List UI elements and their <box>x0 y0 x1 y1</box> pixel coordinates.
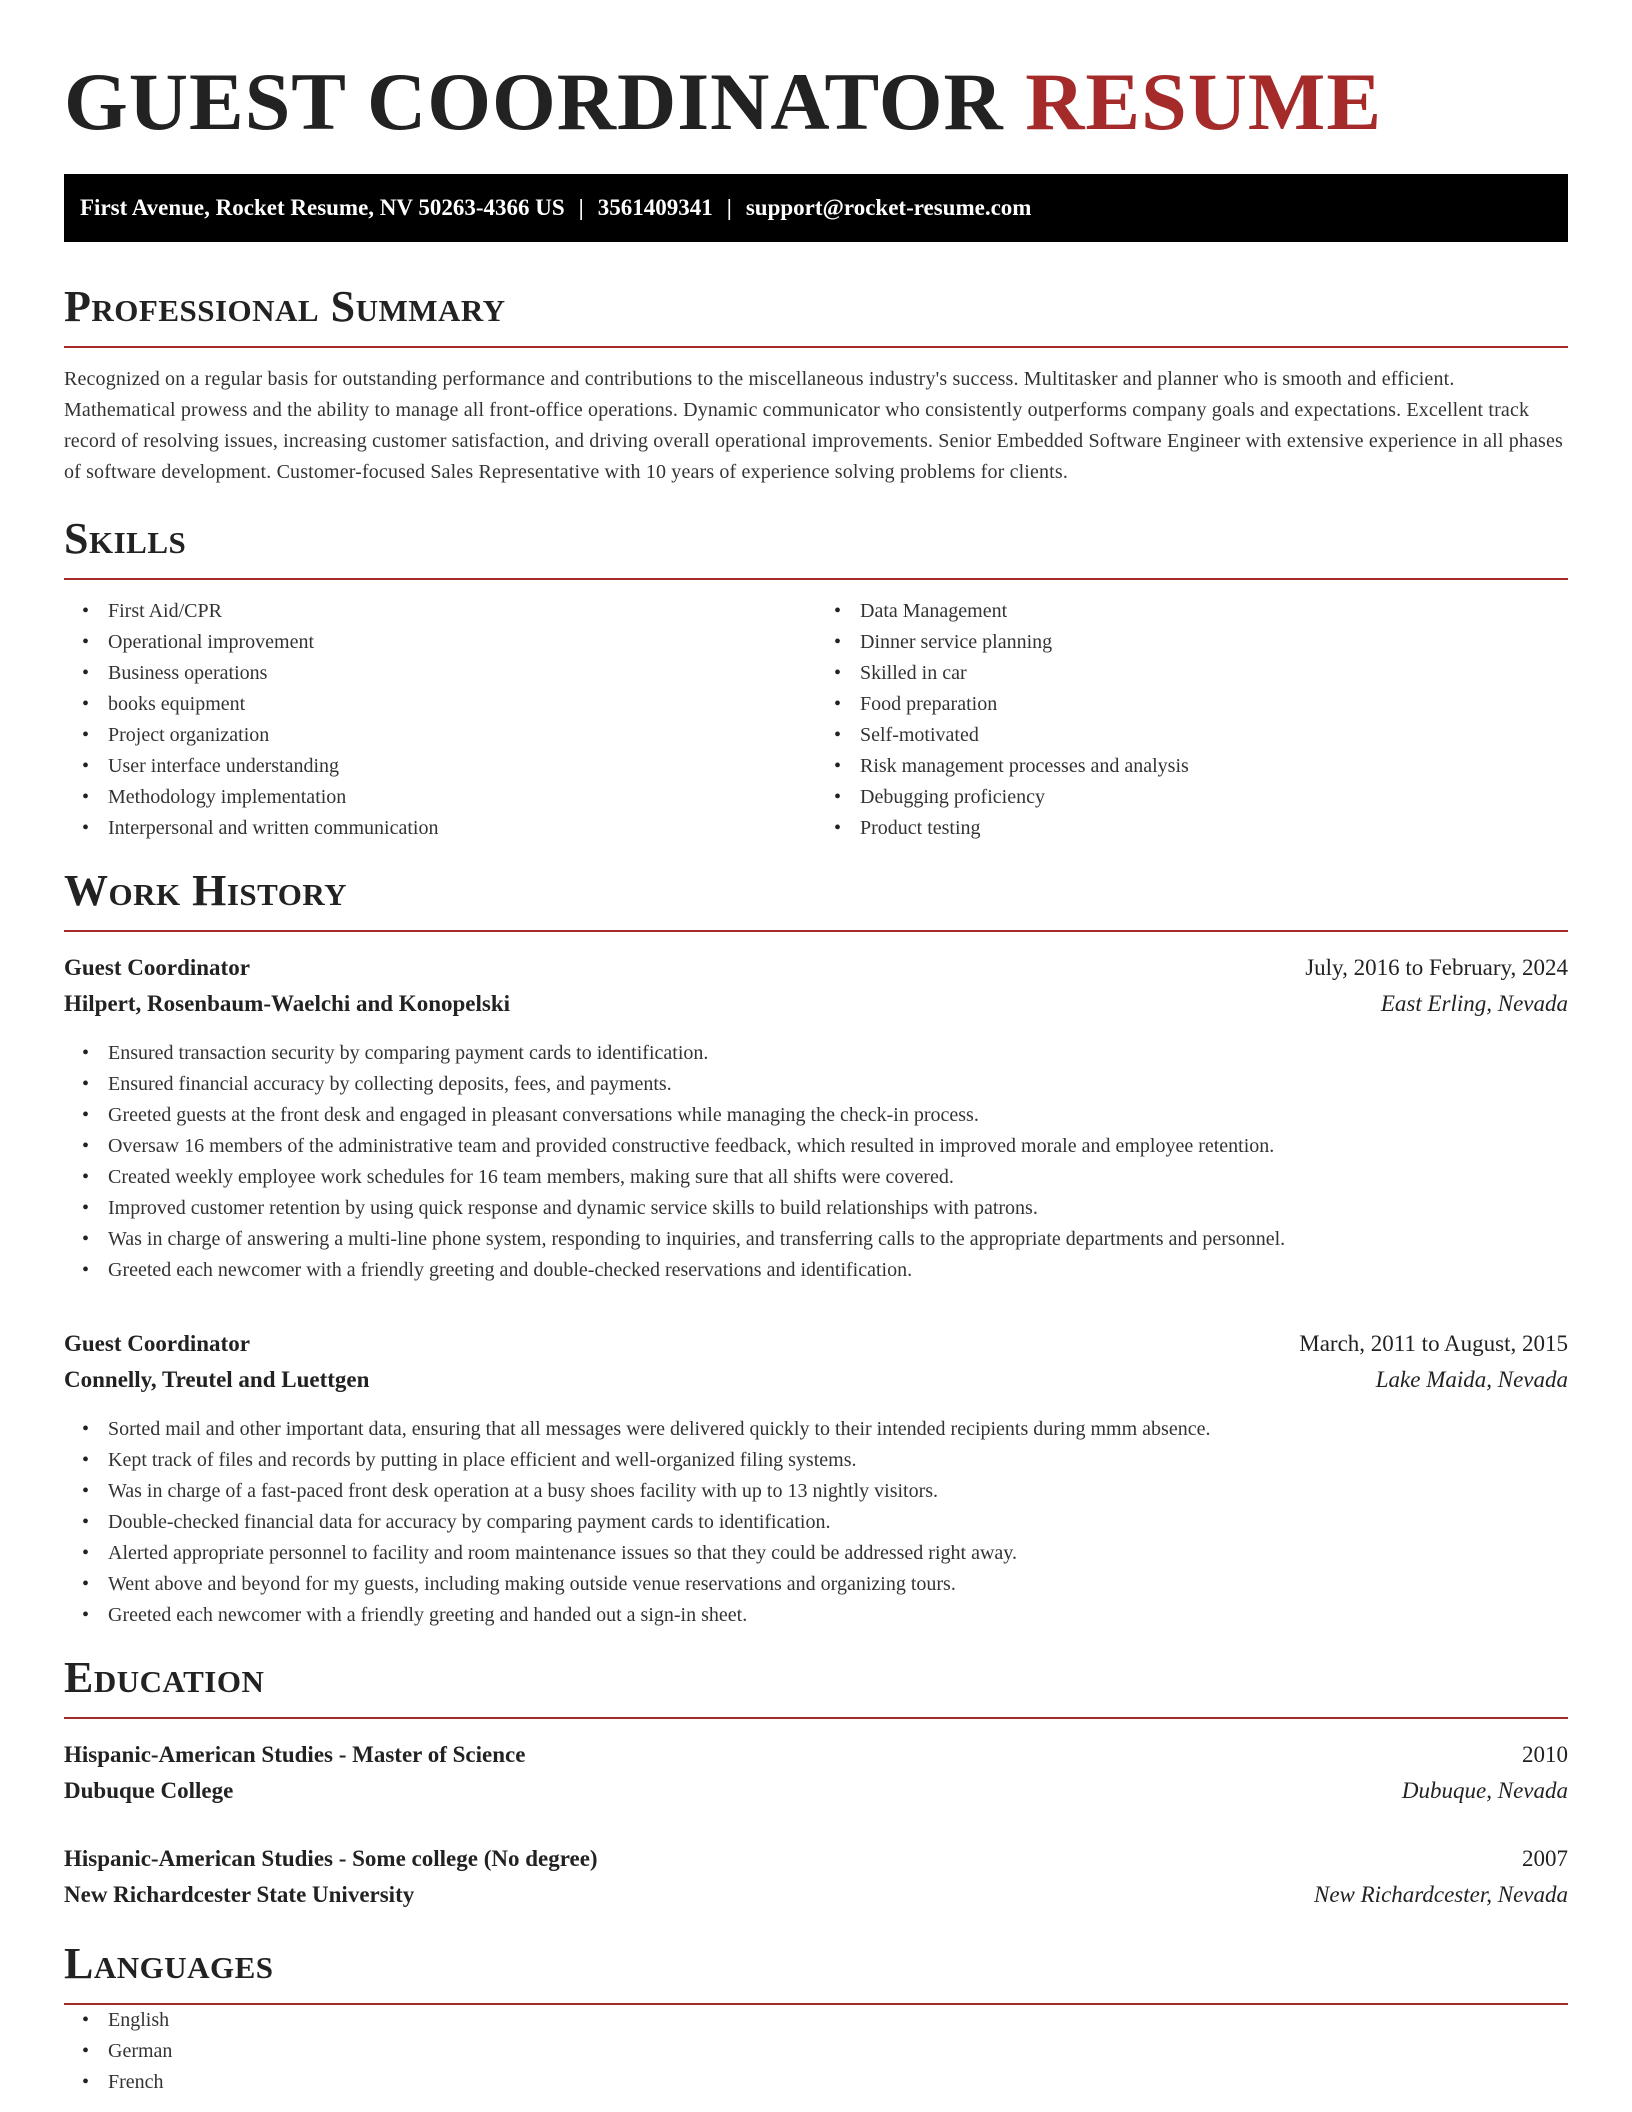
skill-item: • Self-motivated <box>860 720 1568 751</box>
skill-item: • Project organization <box>108 720 816 751</box>
language-item: • German <box>108 2036 1568 2067</box>
section-divider <box>64 930 1568 932</box>
education-location: New Richardcester, Nevada <box>1313 1882 1568 1907</box>
job-bullet: • Oversaw 16 members of the administrative team and provided constructive feedback, which resulted in improved morale and employee retention. <box>108 1131 1568 1162</box>
section-divider <box>64 1717 1568 1719</box>
job-bullet: • Improved customer retention by using quick response and dynamic service skills to build relationships with patrons. <box>108 1193 1568 1224</box>
job-bullet: • Double-checked financial data for accuracy by comparing payment cards to identification. <box>108 1507 1568 1538</box>
education-year: 2010 <box>1522 1742 1568 1767</box>
skill-item: • Data Management <box>860 596 1568 627</box>
skill-item: • Interpersonal and written communication <box>108 813 816 844</box>
job-header-row <box>64 950 1568 986</box>
job-bullet: • Was in charge of a fast-paced front desk operation at a busy shoes facility with up to 13 nightly visitors. <box>108 1476 1568 1507</box>
summary-section <box>64 282 1568 488</box>
skill-item: • User interface understanding <box>108 751 816 782</box>
education-school-row <box>64 1773 1568 1809</box>
resume-page <box>64 52 1568 2098</box>
resume-title <box>64 52 1568 152</box>
job-bullet: • Alerted appropriate personnel to facility and room maintenance issues so that they could be addressed right away. <box>108 1538 1568 1569</box>
job-bullet: • Sorted mail and other important data, ensuring that all messages were delivered quickly to their intended recipients during mmm absence. <box>108 1414 1568 1445</box>
job-bullet-list <box>64 1414 1568 1631</box>
job-bullet: • Greeted each newcomer with a friendly greeting and double-checked reservations and identification. <box>108 1255 1568 1286</box>
contact-bar <box>64 174 1568 242</box>
skill-item: • books equipment <box>108 689 816 720</box>
skill-item: • Methodology implementation <box>108 782 816 813</box>
contact-email: support@rocket-resume.com <box>745 195 1032 220</box>
skill-item: • Product testing <box>860 813 1568 844</box>
job-location: East Erling, Nevada <box>1380 991 1568 1016</box>
job-entry <box>64 950 1568 1286</box>
languages-section <box>64 1939 1568 2098</box>
summary-text: Recognized on a regular basis for outstanding performance and contributions to the miscellaneous industry's success. Multitasker and planner who is smooth and efficient. Mathematical prowess and the ability to manage all front-office operations. Dynamic communicator who consistently outperforms company goals and expectations. Excellent track record of resolving issues, increasing customer satisfaction, and driving overall operational improvements. Senior Embedded Software Engineer with extensive experience in all phases of software development. Customer-focused Sales Representative with 10 years of experience solving problems for clients. <box>64 368 1563 483</box>
title-accent: RESUME <box>1025 56 1383 147</box>
section-divider <box>64 578 1568 580</box>
skill-item: • Risk management processes and analysis <box>860 751 1568 782</box>
job-entry <box>64 1326 1568 1631</box>
job-company-row <box>64 986 1568 1022</box>
job-title: Guest Coordinator <box>64 955 250 980</box>
job-list <box>64 950 1568 1631</box>
skills-list-right <box>816 596 1568 844</box>
skill-item: • First Aid/CPR <box>108 596 816 627</box>
education-school: New Richardcester State University <box>64 1882 415 1907</box>
job-bullet: • Ensured financial accuracy by collecting deposits, fees, and payments. <box>108 1069 1568 1100</box>
education-section <box>64 1653 1568 1913</box>
skill-item: • Dinner service planning <box>860 627 1568 658</box>
job-dates: July, 2016 to February, 2024 <box>1305 955 1568 980</box>
section-heading-languages: Languages <box>64 1939 274 1988</box>
job-bullet: • Was in charge of answering a multi-line phone system, responding to inquiries, and transferring calls to the appropriate departments and personnel. <box>108 1224 1568 1255</box>
skills-list-left <box>64 596 816 844</box>
contact-address: First Avenue, Rocket Resume, NV 50263-4366 US <box>80 195 565 220</box>
education-degree: Hispanic-American Studies - Master of Science <box>64 1742 526 1767</box>
skill-item: • Operational improvement <box>108 627 816 658</box>
section-heading-work: Work History <box>64 866 348 915</box>
job-dates: March, 2011 to August, 2015 <box>1299 1331 1568 1356</box>
job-bullet: • Kept track of files and records by putting in place efficient and well-organized filing systems. <box>108 1445 1568 1476</box>
education-list <box>64 1737 1568 1913</box>
education-school-row <box>64 1877 1568 1913</box>
job-bullet: • Greeted guests at the front desk and engaged in pleasant conversations while managing the check-in process. <box>108 1100 1568 1131</box>
work-history-section <box>64 866 1568 1631</box>
skill-item: • Business operations <box>108 658 816 689</box>
job-title: Guest Coordinator <box>64 1331 250 1356</box>
section-heading-education: Education <box>64 1653 265 1702</box>
job-company: Hilpert, Rosenbaum-Waelchi and Konopelski <box>64 991 511 1016</box>
section-heading-summary: Professional Summary <box>64 282 506 331</box>
job-bullet-list <box>64 1038 1568 1286</box>
education-year: 2007 <box>1522 1846 1568 1871</box>
contact-separator: | <box>578 195 584 220</box>
job-location: Lake Maida, Nevada <box>1375 1367 1568 1392</box>
education-school: Dubuque College <box>64 1778 234 1803</box>
contact-separator: | <box>726 195 732 220</box>
skills-section <box>64 514 1568 844</box>
skill-item: • Debugging proficiency <box>860 782 1568 813</box>
education-entry <box>64 1841 1568 1913</box>
job-bullet: • Created weekly employee work schedules for 16 team members, making sure that all shifts were covered. <box>108 1162 1568 1193</box>
section-divider <box>64 346 1568 348</box>
skill-item: • Skilled in car <box>860 658 1568 689</box>
education-degree-row <box>64 1841 1568 1877</box>
title-main: GUEST COORDINATOR <box>64 56 1004 147</box>
section-heading-skills: Skills <box>64 514 187 563</box>
language-item: • French <box>108 2067 1568 2098</box>
skills-columns <box>64 596 1568 844</box>
language-item: • English <box>108 2005 1568 2036</box>
education-location: Dubuque, Nevada <box>1401 1778 1568 1803</box>
job-company-row <box>64 1362 1568 1398</box>
job-bullet: • Ensured transaction security by comparing payment cards to identification. <box>108 1038 1568 1069</box>
education-entry <box>64 1737 1568 1809</box>
skill-item: • Food preparation <box>860 689 1568 720</box>
education-degree-row <box>64 1737 1568 1773</box>
languages-list <box>64 2005 1568 2098</box>
job-bullet: • Greeted each newcomer with a friendly greeting and handed out a sign-in sheet. <box>108 1600 1568 1631</box>
job-header-row <box>64 1326 1568 1362</box>
job-company: Connelly, Treutel and Luettgen <box>64 1367 370 1392</box>
education-degree: Hispanic-American Studies - Some college (No degree) <box>64 1846 598 1871</box>
contact-phone: 3561409341 <box>597 195 713 220</box>
job-bullet: • Went above and beyond for my guests, including making outside venue reservations and organizing tours. <box>108 1569 1568 1600</box>
